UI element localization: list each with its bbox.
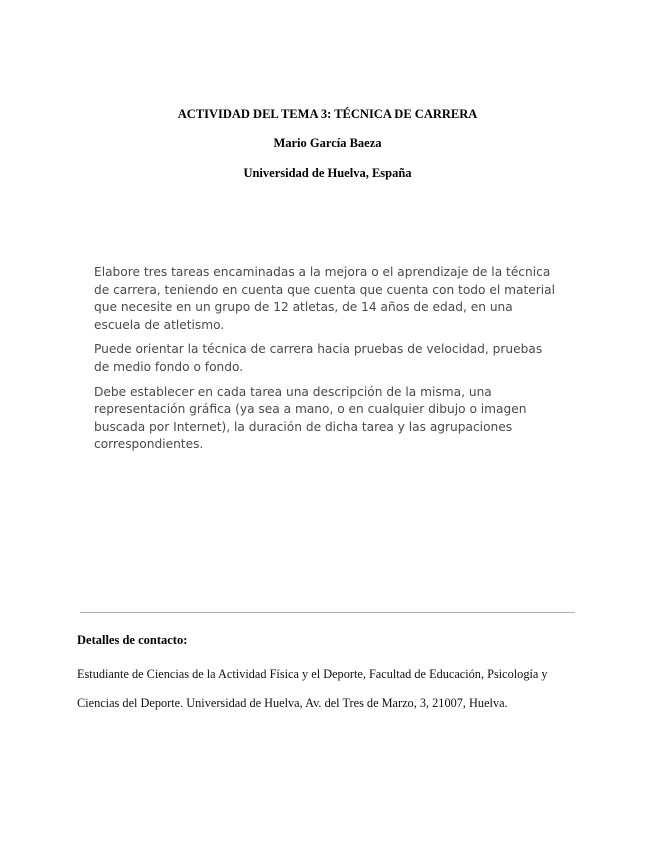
assignment-paragraph-2: Puede orientar la técnica de carrera hacia pruebas de velocidad, pruebas de medio fondo o fondo. [94, 342, 543, 374]
contact-heading: Detalles de contacto: [77, 633, 188, 647]
assignment-paragraph-3: Debe establecer en cada tarea una descripción de la misma, una representación gráfica (ya sea a mano, o en cualquier dibujo o imagen buscada por Internet), la duración de dicha tarea y las agrupaciones correspondientes. [94, 384, 527, 452]
contact-line-2: Ciencias del Deporte. Universidad de Huelva, Av. del Tres de Marzo, 3, 21007, Huelva. [77, 696, 508, 710]
footer-divider [80, 612, 575, 613]
document-title: ACTIVIDAD DEL TEMA 3: TÉCNICA DE CARRERA [177, 107, 478, 121]
assignment-paragraph-1: Elabore tres tareas encaminadas a la mejora o el aprendizaje de la técnica de carrera, teniendo en cuenta que cuenta que cuenta con todo el material que necesite en un grupo de 12 atletas, de 14 años de edad, en una escuela de atletismo. [94, 265, 555, 332]
author-name: Mario García Baeza [273, 136, 382, 150]
contact-line-1: Estudiante de Ciencias de la Actividad Física y el Deporte, Facultad de Educación, Psicología y [77, 667, 548, 681]
author-affiliation: Universidad de Huelva, España [243, 166, 412, 180]
contact-details [77, 660, 587, 718]
assignment-instructions [94, 264, 556, 461]
